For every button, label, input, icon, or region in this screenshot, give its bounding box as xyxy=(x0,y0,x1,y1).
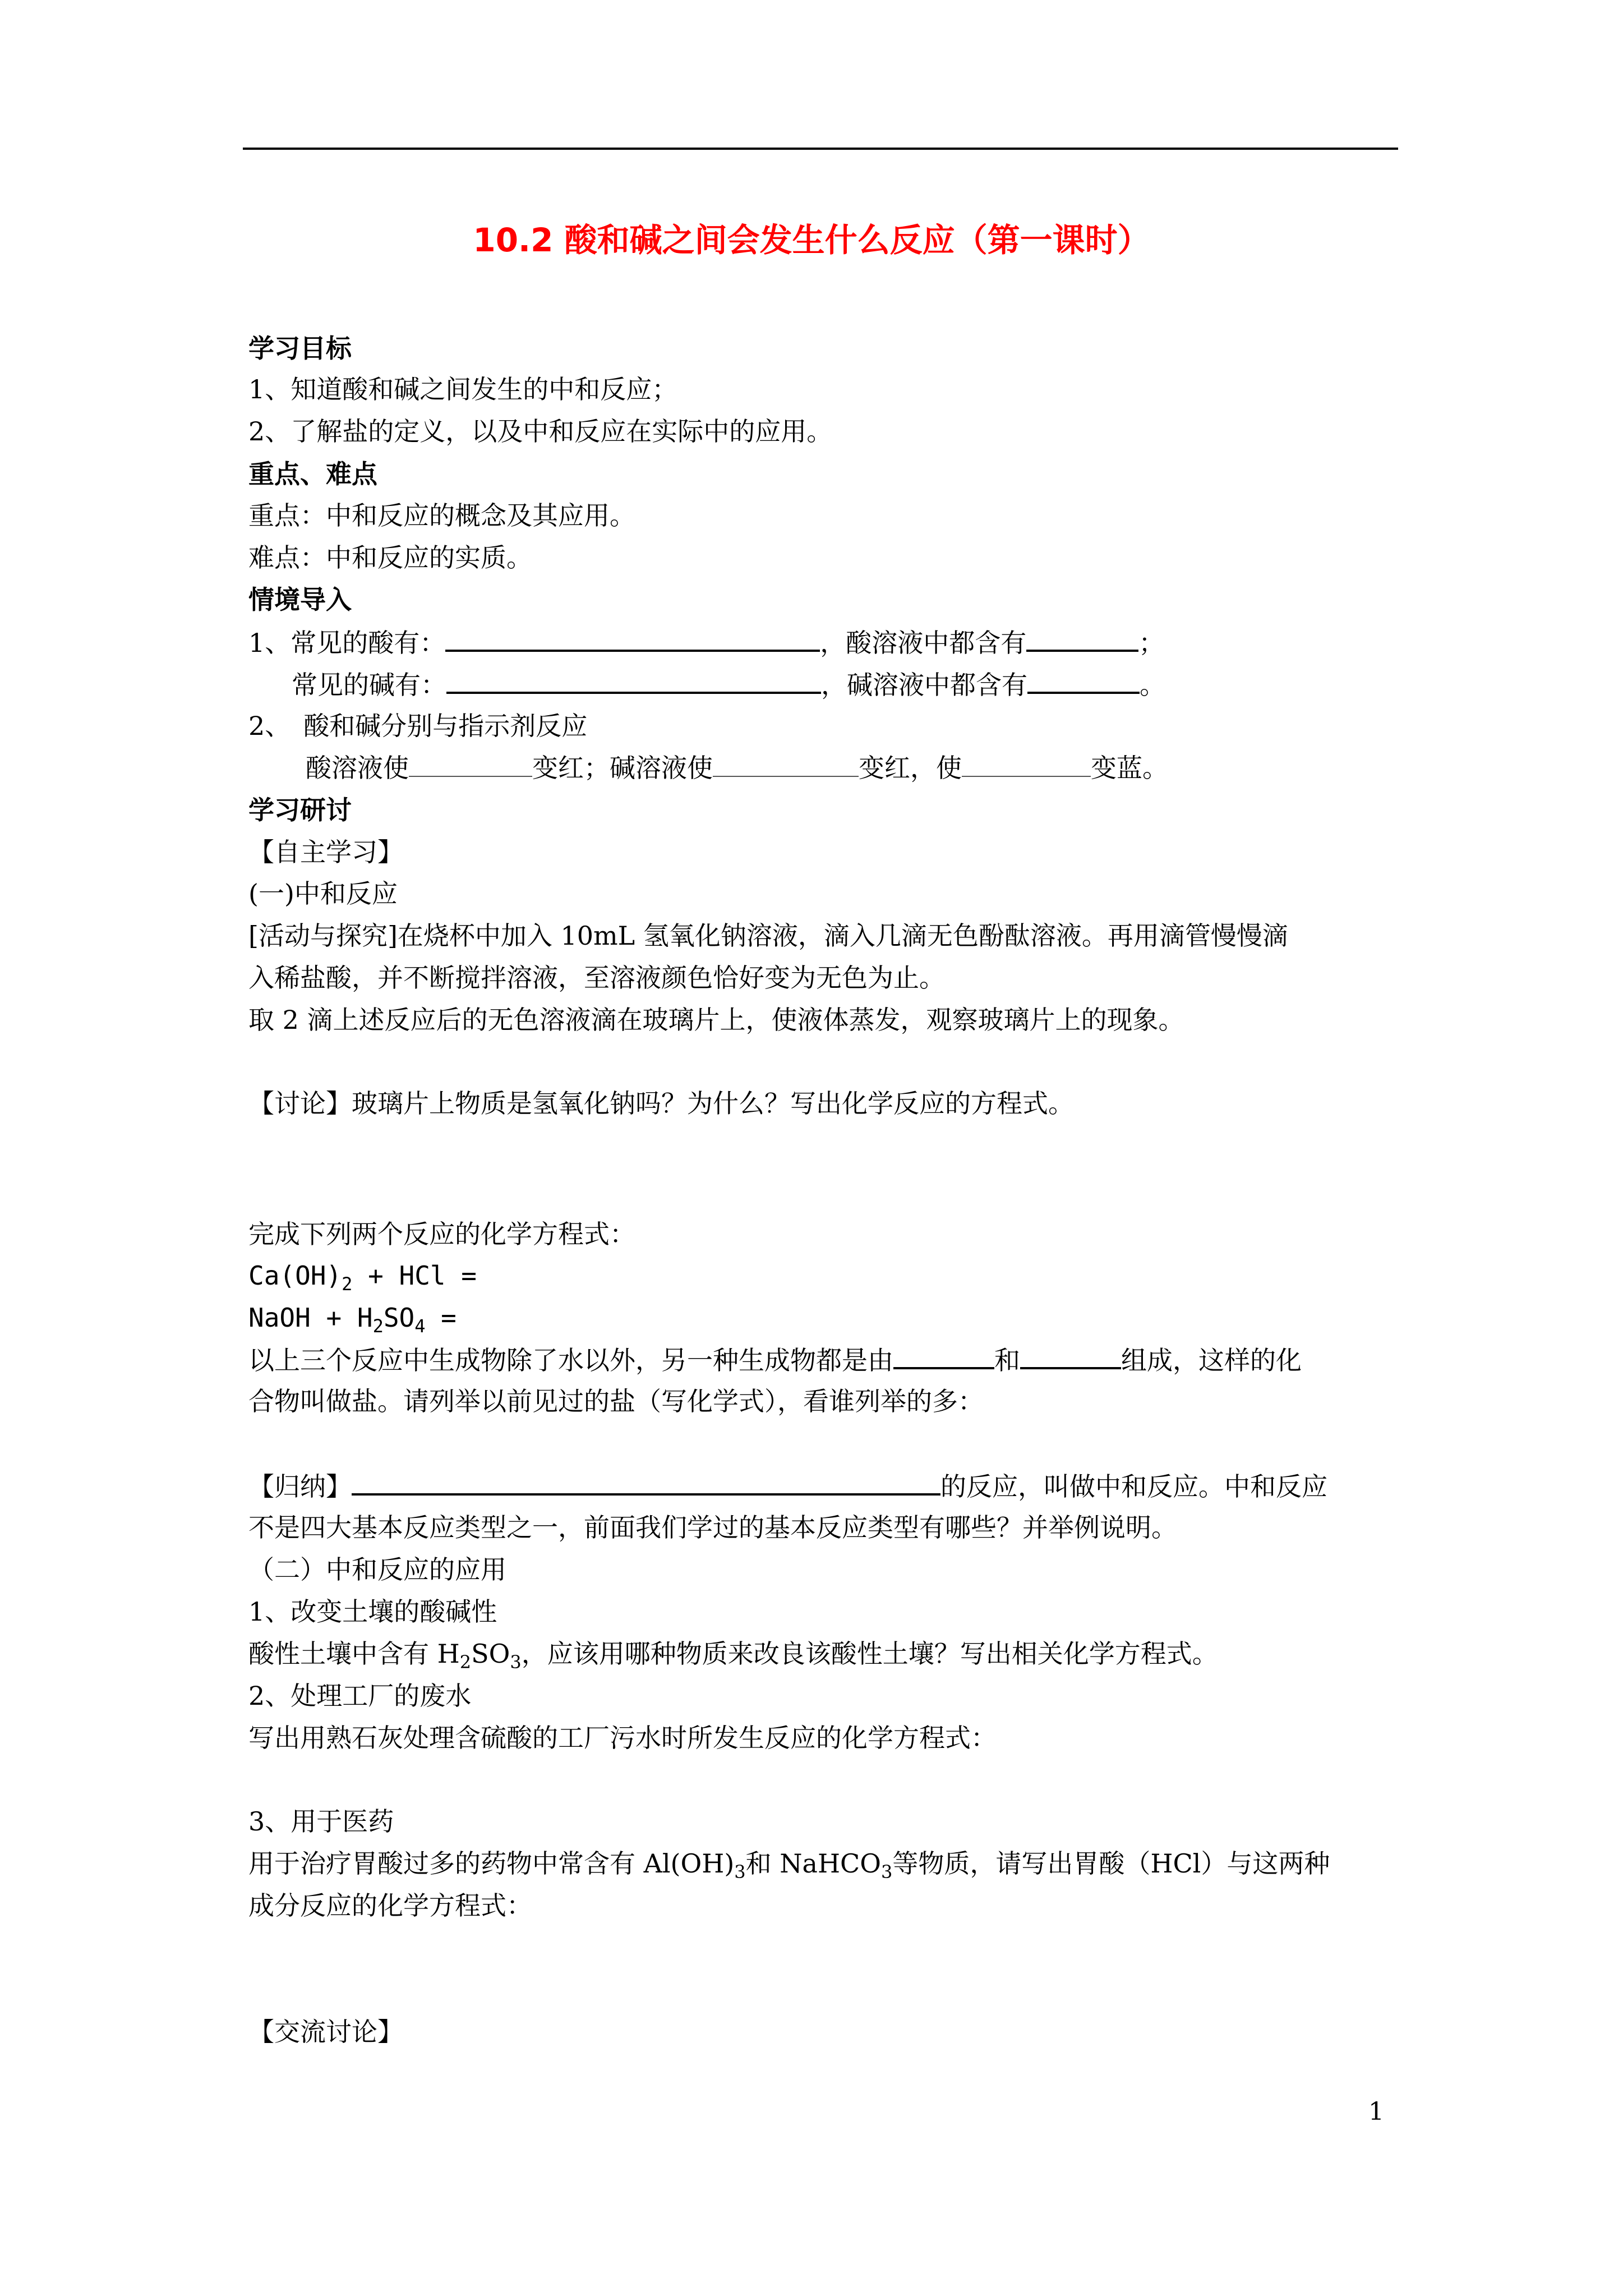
intro-heading: 情境导入 xyxy=(248,585,352,615)
exchange-discussion: 【交流讨论】 xyxy=(248,2017,403,2047)
salt-line-1 xyxy=(248,1342,1302,1376)
header-rule xyxy=(243,148,1398,150)
salt-line-2: 合物叫做盐。请列举以前见过的盐（写化学式），看谁列举的多： xyxy=(248,1386,984,1416)
equation-2-part-b: SO xyxy=(383,1303,415,1333)
indicator-blank-1[interactable] xyxy=(409,751,532,777)
key-point: 重点：中和反应的概念及其应用。 xyxy=(248,500,635,531)
summary-label: 【归纳】 xyxy=(248,1471,352,1502)
acids-prefix: 1、常见的酸有： xyxy=(248,628,446,658)
application-2-text: 写出用熟石灰处理含硫酸的工厂污水时所发生反应的化学方程式： xyxy=(248,1723,997,1753)
activity-line-1: [活动与探究]在烧杯中加入 10mL 氢氧化钠溶液，滴入几滴无色酚酞溶液。再用滴管慢慢滴 xyxy=(248,921,1288,951)
study-heading: 学习研讨 xyxy=(248,795,352,825)
summary-line-2: 不是四大基本反应类型之一，前面我们学过的基本反应类型有哪些？并举例说明。 xyxy=(248,1512,1177,1543)
acids-mid: ，酸溶液中都含有 xyxy=(820,628,1027,658)
page-number: 1 xyxy=(1368,2097,1384,2126)
acids-end: ； xyxy=(1138,628,1165,658)
salt-blank-1[interactable] xyxy=(893,1342,994,1369)
soil-text-1: 酸性土壤中含有 H xyxy=(248,1639,460,1669)
salt-text-3: 组成，这样的化 xyxy=(1121,1345,1302,1375)
common-acids-line xyxy=(248,625,1164,659)
medicine-text-3: 等物质，请写出胃酸（HCl）与这两种 xyxy=(892,1848,1330,1879)
indicator-line xyxy=(306,751,1168,785)
medicine-text-1: 用于治疗胃酸过多的药物中常含有 Al(OH) xyxy=(248,1848,735,1879)
objectives-heading: 学习目标 xyxy=(248,333,352,364)
keypoints-heading: 重点、难点 xyxy=(248,459,377,489)
medicine-subscript-2: 3 xyxy=(880,1861,893,1883)
soil-text-3: ，应该用哪种物质来改良该酸性土壤？写出相关化学方程式。 xyxy=(521,1639,1218,1669)
medicine-subscript-1: 3 xyxy=(734,1861,746,1883)
equation-2 xyxy=(248,1301,457,1335)
equation-2-subscript-2: 4 xyxy=(414,1315,426,1337)
applications-heading: （二）中和反应的应用 xyxy=(248,1554,506,1585)
objective-1: 1、知道酸和碱之间发生的中和反应； xyxy=(248,374,678,404)
objective-2: 2、了解盐的定义，以及中和反应在实际中的应用。 xyxy=(248,416,833,447)
indicator-part-2: 变红；碱溶液使 xyxy=(532,753,713,783)
page-title: 10.2 酸和碱之间会发生什么反应（第一课时） xyxy=(473,221,1150,259)
self-study-label: 【自主学习】 xyxy=(248,837,403,867)
complete-equations-prompt: 完成下列两个反应的化学方程式： xyxy=(248,1219,635,1249)
application-3-title: 3、用于医药 xyxy=(248,1806,394,1837)
equation-1-part: Ca(OH) xyxy=(248,1260,342,1291)
application-3-text xyxy=(248,1847,1330,1883)
indicator-blank-3[interactable] xyxy=(962,751,1091,777)
indicator-blank-2[interactable] xyxy=(713,751,859,777)
application-1-title: 1、改变土壤的酸碱性 xyxy=(248,1596,497,1627)
activity-line-3: 取 2 滴上述反应后的无色溶液滴在玻璃片上，使液体蒸发，观察玻璃片上的现象。 xyxy=(248,1005,1184,1035)
equation-2-rest: = xyxy=(425,1303,457,1333)
bases-mid: ，碱溶液中都含有 xyxy=(821,670,1027,700)
indicator-part-3: 变红，使 xyxy=(859,753,962,783)
section-neutralization: (一)中和反应 xyxy=(248,878,398,909)
discussion-prompt: 【讨论】玻璃片上物质是氢氧化钠吗？为什么？写出化学反应的方程式。 xyxy=(248,1088,1074,1119)
soil-text-2: SO xyxy=(471,1639,510,1669)
summary-blank[interactable] xyxy=(352,1469,940,1496)
application-3-text-2: 成分反应的化学方程式： xyxy=(248,1890,532,1921)
acids-blank[interactable] xyxy=(445,625,820,652)
common-bases-line xyxy=(292,667,1165,701)
equation-1 xyxy=(248,1259,477,1295)
base-ion-blank[interactable] xyxy=(1027,667,1140,694)
equation-2-part: NaOH + H xyxy=(248,1303,373,1333)
salt-blank-2[interactable] xyxy=(1020,1342,1121,1369)
application-2-title: 2、处理工厂的废水 xyxy=(248,1681,472,1711)
bases-blank[interactable] xyxy=(446,667,821,694)
indicator-part-1: 酸溶液使 xyxy=(306,753,409,783)
salt-text-1: 以上三个反应中生成物除了水以外，另一种生成物都是由 xyxy=(248,1345,893,1375)
soil-subscript-1: 2 xyxy=(459,1651,472,1673)
application-1-text xyxy=(248,1637,1218,1671)
summary-text: 的反应，叫做中和反应。中和反应 xyxy=(940,1471,1327,1502)
indicator-title: 2、 酸和碱分别与指示剂反应 xyxy=(248,711,588,741)
equation-1-subscript: 2 xyxy=(342,1273,353,1295)
equation-1-rest: + HCl = xyxy=(352,1260,477,1291)
bases-end: 。 xyxy=(1140,670,1165,700)
summary-line-1 xyxy=(248,1469,1327,1502)
bases-prefix: 常见的碱有： xyxy=(292,670,446,700)
activity-line-2: 入稀盐酸，并不断搅拌溶液，至溶液颜色恰好变为无色为止。 xyxy=(248,963,945,993)
equation-2-subscript-1: 2 xyxy=(372,1315,384,1337)
medicine-text-2: 和 NaHCO xyxy=(745,1848,881,1879)
indicator-part-4: 变蓝。 xyxy=(1091,753,1168,783)
salt-text-2: 和 xyxy=(994,1345,1020,1375)
acid-ion-blank[interactable] xyxy=(1026,625,1138,652)
soil-subscript-2: 3 xyxy=(510,1651,522,1673)
difficult-point: 难点：中和反应的实质。 xyxy=(248,542,532,573)
